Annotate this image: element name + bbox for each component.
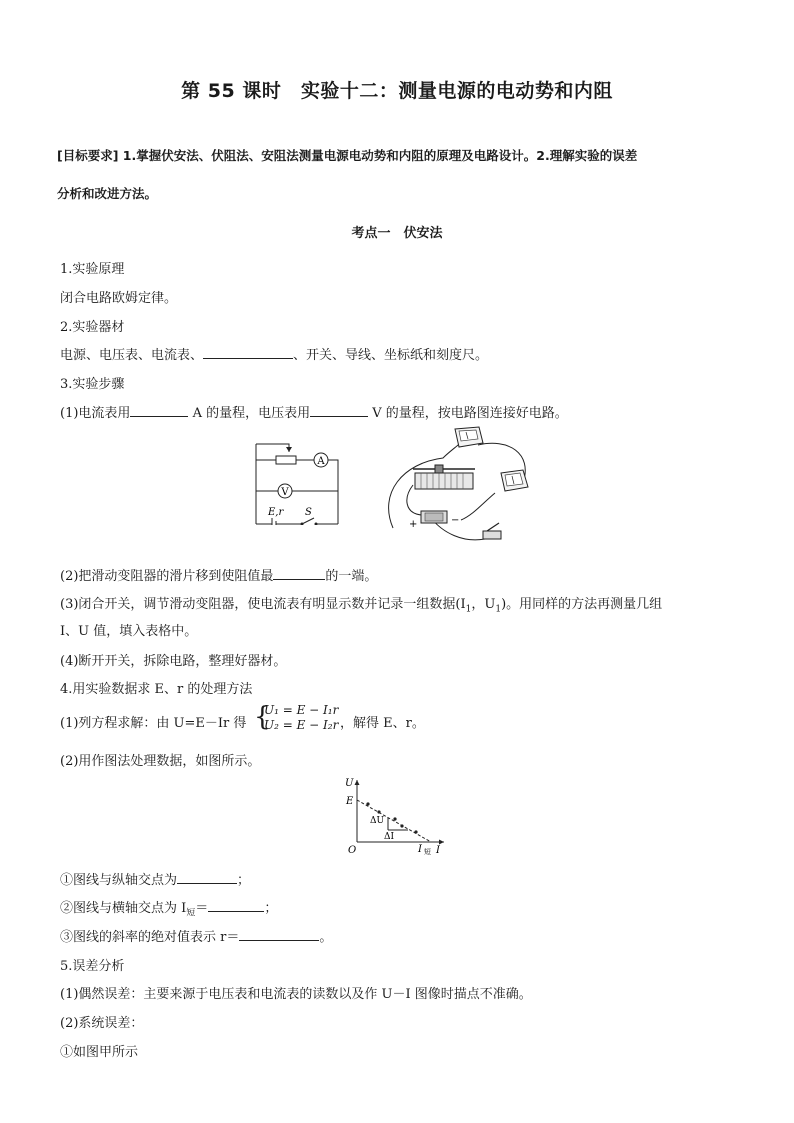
s3-step3-line2: I、U 值，填入表格中。	[60, 624, 198, 639]
fill-blank-slope[interactable]	[239, 928, 319, 941]
x-intercept-label: I	[418, 844, 422, 855]
q2-text: ②图线与横轴交点为 I	[60, 901, 187, 916]
ui-graph	[340, 776, 450, 858]
voltmeter-device	[455, 427, 483, 447]
voltmeter-label: V	[281, 487, 289, 498]
s3-step4: (4)断开开关，拆除电路，整理好器材。	[60, 654, 287, 669]
q2-eq: ＝	[195, 901, 209, 916]
s4-method2: (2)用作图法处理数据，如图所示。	[60, 754, 261, 769]
x-axis-label: I	[436, 845, 440, 856]
rheostat-device	[413, 465, 475, 489]
goal-line-2: 分析和改进方法。	[57, 186, 158, 201]
s2-text-b: 、开关、导线、坐标纸和刻度尺。	[293, 348, 489, 363]
step3-a: (3)闭合开关，调节滑动变阻器，使电流表有明显示数并记录一组数据(I	[60, 597, 466, 612]
q3-text: ③图线的斜率的绝对值表示 r＝	[60, 930, 240, 945]
goal-text-1: 1.掌握伏安法、伏阻法、安阻法测量电源电动势和内阻的原理及电路设计。2.理解实验的误差	[122, 148, 638, 163]
section-heading: 考点一 伏安法	[351, 226, 443, 241]
q2-sub: 短	[186, 908, 196, 919]
s2-heading: 2.实验器材	[60, 320, 125, 335]
switch-label: S	[305, 507, 312, 518]
method1-b: ，解得 E、r。	[340, 716, 425, 731]
s3-heading: 3.实验步骤	[60, 377, 125, 392]
s4-heading: 4.用实验数据求 E、r 的处理方法	[60, 682, 253, 697]
step3-sub-u: 1	[495, 604, 502, 615]
q2	[60, 897, 277, 919]
equation-brace: {	[254, 702, 271, 732]
s5-error-1: (1)偶然误差：主要来源于电压表和电流表的读数以及作 U－I 图像时描点不准确。	[60, 987, 532, 1002]
page-title: 第 55 课时 实验十二：测量电源的电动势和内阻	[181, 80, 613, 102]
q3-end: 。	[319, 930, 333, 945]
origin-label: O	[348, 845, 357, 856]
circuit-diagram	[250, 440, 345, 525]
step3-sub-i: 1	[465, 604, 472, 615]
s2-text-a: 电源、电压表、电流表、	[60, 348, 204, 363]
step1-c: V 的量程，按电路图连接好电路。	[372, 406, 568, 421]
s3-step2	[60, 565, 377, 584]
method1-a: (1)列方程求解：由 U=E－Ir 得	[60, 716, 247, 731]
s1-heading: 1.实验原理	[60, 262, 125, 277]
fill-blank-ammeter-range[interactable]	[130, 404, 188, 417]
s2-text	[60, 344, 488, 363]
step3-b: ，U	[471, 597, 496, 612]
fill-blank-short-circuit[interactable]	[208, 899, 264, 912]
q1	[60, 869, 250, 888]
apparatus-illustration	[383, 423, 548, 548]
step2-a: (2)把滑动变阻器的滑片移到使阻值最	[60, 569, 274, 584]
s3-step3	[60, 593, 662, 615]
s3-step1	[60, 402, 568, 421]
y-axis-label: U	[345, 778, 354, 789]
fill-blank-voltmeter-range[interactable]	[310, 404, 368, 417]
fill-blank-y-intercept[interactable]	[177, 871, 237, 884]
q3	[60, 926, 332, 945]
ammeter-device	[501, 470, 528, 491]
s5-heading: 5.误差分析	[60, 959, 125, 974]
svg-text:+: +	[409, 519, 418, 530]
battery-label: E,r	[268, 507, 284, 518]
fill-blank-max-resistance[interactable]	[273, 567, 325, 580]
delta-i-label: ΔI	[384, 832, 395, 842]
s5-error-3: ①如图甲所示	[60, 1045, 139, 1060]
goal-line-1	[57, 146, 637, 164]
goal-tag: [目标要求]	[57, 148, 119, 163]
equation-system	[264, 703, 338, 733]
s1-text: 闭合电路欧姆定律。	[60, 291, 178, 306]
step2-b: 的一端。	[325, 569, 378, 584]
delta-u-label: ΔU	[370, 816, 385, 826]
q1-text: ①图线与纵轴交点为	[60, 873, 178, 888]
q1-end: ；	[237, 873, 251, 888]
slider-wire	[256, 444, 289, 452]
switch-symbol	[302, 518, 314, 524]
y-intercept-label: E	[346, 796, 354, 807]
ammeter-label: A	[317, 456, 325, 467]
s5-error-2: (2)系统误差：	[60, 1016, 144, 1031]
rheostat-symbol	[276, 456, 296, 464]
step3-c: )。用同样的方法再测量几组	[501, 597, 663, 612]
equation-1: U₁ = E − I₁r	[264, 703, 339, 717]
step1-a: (1)电流表用	[60, 406, 131, 421]
fill-blank-equipment[interactable]	[203, 346, 293, 359]
x-intercept-sub: 短	[424, 848, 431, 856]
step1-b: A 的量程，电压表用	[192, 406, 311, 421]
switch-device	[483, 523, 501, 539]
wire-3	[461, 493, 495, 520]
equation-2: U₂ = E − I₂r	[264, 718, 339, 732]
s4-method1	[60, 712, 246, 731]
q2-end: ；	[264, 901, 278, 916]
svg-text:−: −	[451, 515, 460, 526]
